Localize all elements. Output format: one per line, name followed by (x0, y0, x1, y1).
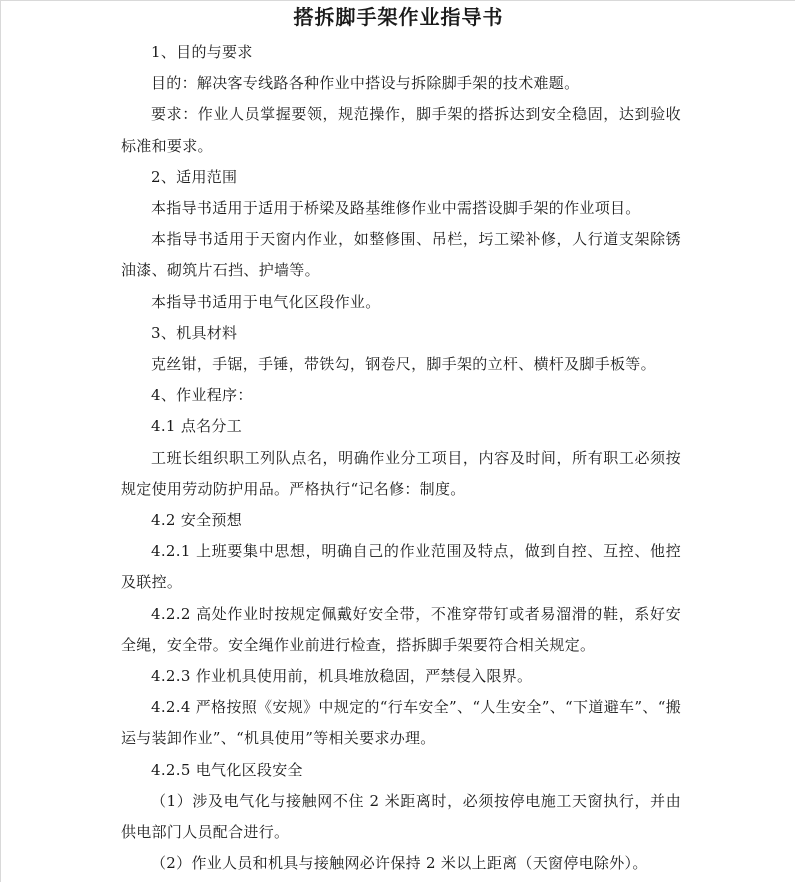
paragraph-tools: 克丝钳，手锯，手锤，带铁勾，钢卷尺，脚手架的立杆、横杆及脚手板等。 (151, 355, 656, 374)
paragraph-scope-2: 本指导书适用于天窗内作业，如整修围、吊栏，圬工梁补修，人行道支架除锈油漆、砌筑片石挡、护墙等。 (121, 230, 681, 280)
paragraph-requirements: 要求：作业人员掌握要领，规范操作，脚手架的搭拆达到安全稳固，达到验收标准和要求。 (121, 105, 681, 155)
section-heading-tools: 3、机具材料 (151, 323, 238, 342)
paragraph-scope-1: 本指导书适用于适用于桥梁及路基维修作业中需搭设脚手架的作业项目。 (151, 199, 641, 218)
paragraph-electrified-1: （1）涉及电气化与接触网不住 2 米距离时，必须按停电施工天窗执行，并由供电部门人员配合进行。 (121, 791, 681, 842)
subheading-roll-call: 4.1 点名分工 (151, 417, 243, 436)
paragraph-purpose: 目的：解决客专线路各种作业中搭设与拆除脚手架的技术难题。 (151, 74, 580, 93)
paragraph-electrified-2: （2）作业人员和机具与接触网必许保持 2 米以上距离（天窗停电除外）。 (151, 854, 648, 873)
subheading-electrified: 4.2.5 电气化区段安全 (151, 760, 303, 779)
section-heading-purpose: 1、目的与要求 (151, 43, 253, 61)
paragraph-safety-2: 4.2.2 高处作业时按规定佩戴好安全带，不准穿带钉或者易溜滑的鞋，系好安全绳，安全带。安全绳作业前进行检查，搭拆脚手架要符合相关规定。 (121, 604, 681, 654)
paragraph-safety-4: 4.2.4 严格按照《安规》中规定的“行车安全”、“人生安全”、“下道避车”、“搬运与装卸作业”、“机具使用”等相关要求办理。 (121, 698, 681, 748)
paragraph-safety-1: 4.2.1 上班要集中思想，明确自己的作业范围及特点，做到自控、互控、他控及联控。 (121, 542, 681, 592)
paragraph-scope-3: 本指导书适用于电气化区段作业。 (151, 292, 381, 311)
subheading-safety: 4.2 安全预想 (151, 511, 243, 530)
section-heading-scope: 2、适用范围 (151, 167, 238, 186)
document-title: 搭拆脚手架作业指导书 (293, 5, 504, 29)
document-body (121, 37, 681, 879)
paragraph-safety-3: 4.2.3 作业机具使用前，机具堆放稳固，严禁侵入限界。 (151, 667, 533, 686)
section-heading-procedure: 4、作业程序： (151, 386, 253, 405)
paragraph-roll-call: 工班长组织职工列队点名，明确作业分工项目，内容及时间，所有职工必须按规定使用劳动防护用品。严格执行“记名修：制度。 (121, 448, 681, 498)
